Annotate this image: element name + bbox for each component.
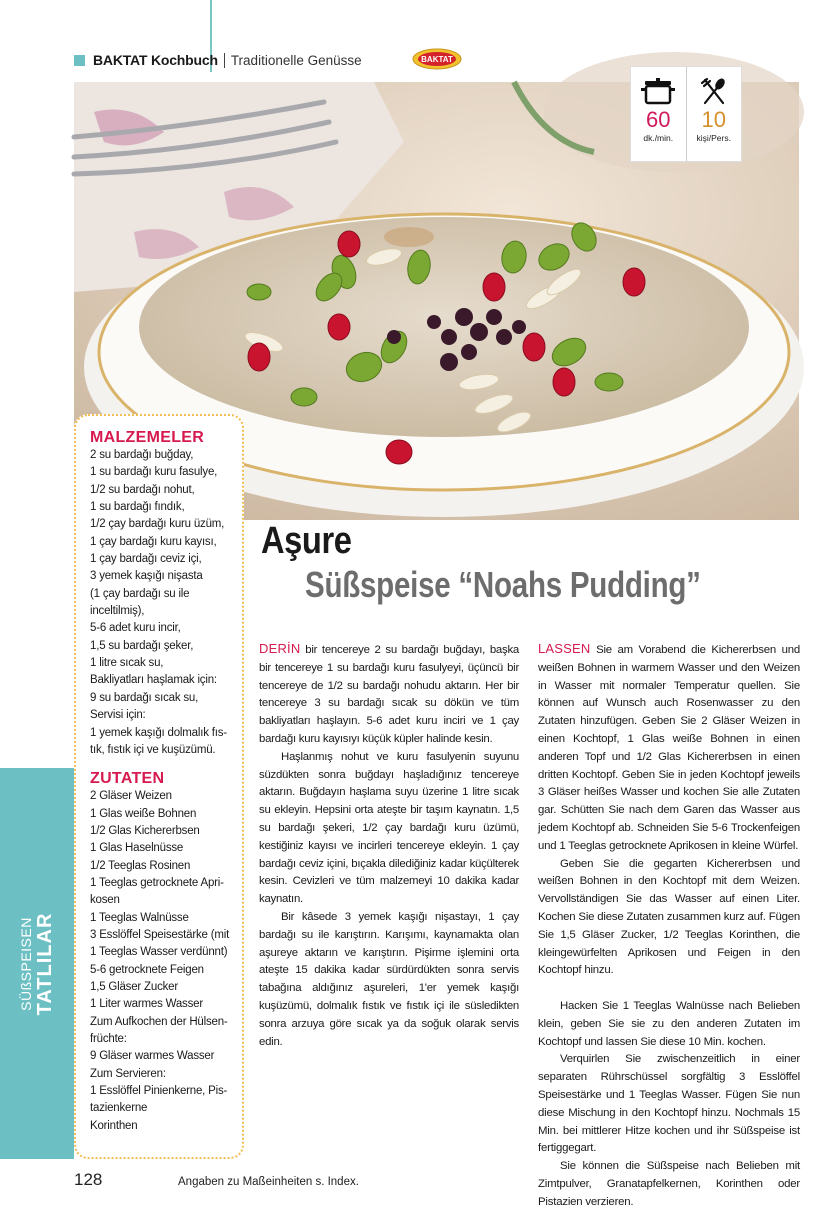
instructions-de-p1	[538, 640, 800, 856]
units-footnote: Angaben zu Maßeinheiten s. Index.	[178, 1176, 359, 1188]
ingredient-tr-item: 1 çay bardağı kuru kayısı,	[90, 535, 217, 548]
baktat-logo	[412, 48, 462, 70]
page-number: 128	[74, 1170, 103, 1189]
instructions-tr-p1	[259, 640, 519, 749]
ingredients-tr-heading: MALZEMELER	[90, 429, 205, 446]
ingredient-de-item: kosen	[90, 894, 120, 907]
servings-unit: kişi/Pers.	[696, 133, 731, 143]
ingredient-tr-item: 1/2 su bardağı nohut,	[90, 483, 195, 496]
ingredients-de-list	[90, 788, 236, 1135]
ingredients-de-heading: ZUTATEN	[90, 770, 165, 788]
cook-time-unit: dk./min.	[643, 133, 674, 143]
instructions-tr-lead: DERİN	[259, 641, 301, 656]
ingredient-de-item: 1,5 Gläser Zucker	[90, 980, 178, 993]
ingredient-de-item: 1 Esslöffel Pinienkerne, Pis-	[90, 1085, 228, 1098]
ingredient-tr-item: Servisi için:	[90, 709, 146, 722]
series-title: Traditionelle Genüsse	[230, 52, 362, 68]
ingredient-tr-item: 1 yemek kaşığı dolmalık fıs-	[90, 726, 227, 739]
ingredient-de-item: 1 Teeglas Walnüsse	[90, 911, 189, 924]
instructions-tr-p2: Haşlanmış nohut ve kuru fasulyenin suyunu süzdükten sonra buğdayı haşladığınız tencereye aktarın. Buğdayın haşlama suyu üzerine 1 litre sıcak su ekleyin. Hepsini orta ateşte bir taşım kaynatın. 1,5 su bardağı şekeri, 1/2 çay bardağı kuru üzümü, kestiğiniz kayısı ve incirleri tencereye ekleyin. 1 çay bardağı ceviz içini, bıçakla dilediğiniz kadar küçülterek kesin. Cevizleri ve tüm malzemeyi 10 dakika kadar kaynatın.	[259, 750, 519, 906]
ingredient-tr-item: 5-6 adet kuru incir,	[90, 622, 181, 635]
ingredient-de-item: tazienkerne	[90, 1102, 148, 1115]
ingredient-de-item: Korinthen	[90, 1119, 138, 1132]
ingredient-de-item: 1 Teeglas getrocknete Apri-	[90, 876, 224, 889]
ingredient-tr-item: 1 su bardağı kuru fasulye,	[90, 466, 218, 479]
ingredient-de-item: 1 Liter warmes Wasser	[90, 998, 203, 1011]
instructions-de-p3: Hacken Sie 1 Teeglas Walnüsse nach Belieben klein, geben Sie sie zu den anderen Zutaten im Kochtopf und lassen Sie diese 10 Min. kochen.	[538, 999, 800, 1048]
instructions-de-p1-text: Sie am Vorabend die Kichererbsen und weißen Bohnen in warmem Wasser und den Weizen in Wasser mit normaler Temperatur quellen. Sie können auf Wunsch auch Rosenwasser zu den Zutaten hinzufügen. Geben Sie 2 Gläser Weizen in einen Kochtopf, 1 Glas weiße Bohnen in einen anderen Topf und 1/2 Glas Kichererbsen in einen dritten Kochtopf. Geben Sie in jeden Kochtopf jeweils 3 Gläser heißes Wasser und kochen Sie alle Zutaten gar. Schütten Sie nach dem Garen das Wasser aus jedem Kochtopf ab. Schneiden Sie 5-6 Trockenfeigen und 1 Teeglas getrocknete Aprikosen in kleine Würfel.	[538, 644, 800, 852]
ingredient-de-item: 5-6 getrocknete Feigen	[90, 963, 204, 976]
cooking-pot-icon	[641, 77, 675, 105]
instructions-de-lead: LASSEN	[538, 641, 591, 656]
ingredient-tr-item: inceltilmiş),	[90, 605, 145, 618]
instructions-tr	[259, 640, 519, 1051]
instructions-de-p4: Verquirlen Sie zwischenzeitlich in einer separaten Rührschüssel sorgfältig 3 Esslöffel Speisestärke und 1 Teeglas Wasser. Fügen Sie nun diese Mischung in den Kochtopf hinzu. Nochmals 15 Min. bei mittlerer Hitze kochen und ihr Süßspeise ist fertiggegart.	[538, 1053, 800, 1155]
recipe-title-tr: Aşure	[261, 520, 352, 562]
instructions-tr-p3: Bir kâsede 3 yemek kaşığı nişastayı, 1 çay bardağı su ile karıştırın. Karışımı, kaynamakta olan aşureye aktarın ve karıştırın. Pişirme işlemini orta ateşte 15 dakika kadar sürdürdükten sonra servis tabağına aldığınız aşureleri, 1'er yemek kaşığı kuşüzümü, dolmalık fıstık ve fıstık içi ile süsledikten sonra arzuya göre sıcak ya da soğuk olarak servis edin.	[259, 910, 519, 1048]
category-de: SÜßSPEISEN	[18, 916, 34, 1011]
servings	[686, 67, 742, 161]
ingredient-de-item: Zum Servieren:	[90, 1067, 166, 1080]
ingredients-tr-list	[90, 447, 236, 759]
page-header	[74, 50, 362, 70]
category-tr: TATLILAR	[34, 912, 56, 1015]
header-square-icon	[74, 55, 85, 66]
instructions-de-p5: Sie können die Süßspeise nach Belieben mit Zimtpulver, Granatapfelkernen, Korinthen oder Pistazien verzieren.	[538, 1160, 800, 1208]
ingredient-tr-item: 9 su bardağı sıcak su,	[90, 691, 199, 704]
ingredient-de-item: früchte:	[90, 1033, 127, 1045]
ingredient-de-item: 1/2 Glas Kichererbsen	[90, 824, 200, 837]
header-separator	[224, 53, 225, 68]
ingredient-de-item: 9 Gläser warmes Wasser	[90, 1050, 215, 1063]
category-side-tab	[0, 768, 74, 1159]
ingredient-tr-item: Bakliyatları haşlamak için:	[90, 674, 217, 687]
logo-text: BAKTAT	[421, 55, 453, 64]
ingredient-de-item: 1 Glas weiße Bohnen	[90, 807, 197, 820]
ingredient-tr-item: (1 çay bardağı su ile	[90, 587, 190, 600]
servings-value: 10	[701, 107, 726, 132]
cook-time	[631, 67, 686, 161]
ingredient-tr-item: tık, fıstık içi ve kuşüzümü.	[90, 743, 216, 756]
ingredient-de-item: 1 Glas Haselnüsse	[90, 842, 184, 855]
ingredient-tr-item: 2 su bardağı buğday,	[90, 449, 194, 461]
ingredients-box	[74, 414, 244, 1159]
ingredient-tr-item: 1 çay bardağı ceviz içi,	[90, 553, 202, 566]
cook-time-value: 60	[646, 107, 671, 132]
ingredient-tr-item: 1/2 çay bardağı kuru üzüm,	[90, 518, 225, 531]
ingredient-de-item: Zum Aufkochen der Hülsen-	[90, 1015, 228, 1028]
book-title: BAKTAT Kochbuch	[93, 52, 218, 68]
ingredient-de-item: 3 Esslöffel Speisestärke (mit	[90, 928, 230, 941]
ingredient-tr-item: 1 litre sıcak su,	[90, 657, 164, 670]
instructions-tr-p1-text: bir tencereye 2 su bardağı buğdayı, başka bir tencereye 1 su bardağı kuru fasulyeyi, üçüncü bir tencereye de 1/2 su bardağı nohudu aktarın. Her bir tencereye 3 su bardağı sıcak su dökün ve tüm bakliyatları haşlayın. 5-6 adet kuru inciri ve 1 çay bardağı kuru kayısıyı küçük küpler halinde kesin.	[259, 644, 519, 745]
recipe-info-box	[630, 66, 742, 162]
ingredient-tr-item: 1 su bardağı fındık,	[90, 501, 185, 514]
instructions-de-p2: Geben Sie die gegarten Kichererbsen und weißen Bohnen in den Kochtopf mit dem Weizen. Vervollständigen Sie das Wasser auf einen Liter. Kochen Sie diese Zutaten zusammen kurz auf. Fügen Sie 1,5 Gläser Zucker, 1/2 Teeglas Korinthen, die kleingewürfelten Aprikosen und Feigen in den Kochtopf hinzu.	[538, 857, 800, 977]
ingredient-tr-item: 3 yemek kaşığı nişasta	[90, 570, 203, 583]
ingredient-tr-item: 1,5 su bardağı şeker,	[90, 639, 194, 652]
ingredient-de-item: 2 Gläser Weizen	[90, 790, 172, 803]
instructions-de	[538, 640, 800, 1212]
ingredient-de-item: 1/2 Teeglas Rosinen	[90, 859, 191, 872]
recipe-title-de: Süßspeise “Noahs Pudding”	[305, 564, 701, 605]
ingredient-de-item: 1 Teeglas Wasser verdünnt)	[90, 946, 228, 959]
fork-spoon-icon	[699, 77, 729, 105]
